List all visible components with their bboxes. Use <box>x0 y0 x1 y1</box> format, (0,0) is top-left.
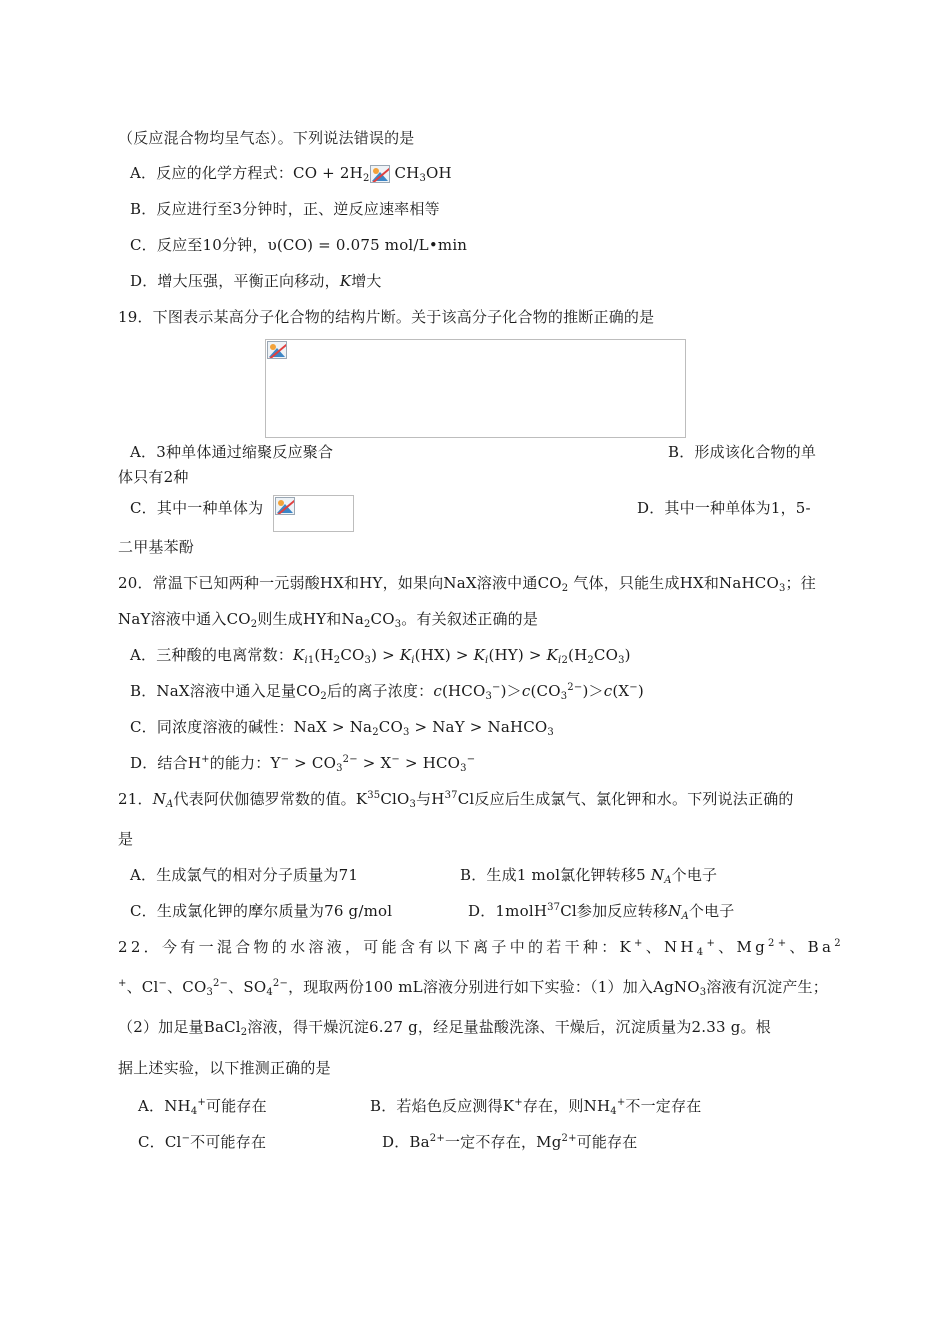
q22-stem-line2: +、Cl−、$CO_3^{2-}$、$SO_4^{2-}$，现取两份100 mL溶液分别进行如下实验：（1）加入AgNO$_3$溶液有沉淀产生； <box>118 978 828 998</box>
q22-stem-line3: （2）加足量BaCl$_2$溶液，得干燥沉淀6.27 g，经足量盐酸洗涤、干燥后，沉淀质量为2.33 g。根 <box>118 1018 771 1038</box>
q18-option-b: B．反应进行至3分钟时，正、逆反应速率相等 <box>130 200 440 218</box>
q21-option-b: B．生成1 mol氯化钾转移5 $N_A$个电子 <box>460 866 718 886</box>
q20-stem-line1: 20．常温下已知两种一元弱酸HX和HY，如果向NaX溶液中通$CO_2$ 气体，只能生成HX和NaHCO$_3$；往 <box>118 574 816 594</box>
q18-stem-tail: （反应混合物均呈气态）。下列说法错误的是 <box>118 129 415 147</box>
q21-option-a: A．生成氯气的相对分子质量为71 <box>130 866 359 884</box>
q19-option-c: C．其中一种单体为 <box>130 499 264 517</box>
q22-option-b: B．若焰色反应测得K+存在，则$NH_4^+$不一定存在 <box>370 1097 702 1117</box>
monomer-structure-figure <box>273 495 354 532</box>
q18-option-c: C．反应至10分钟，υ(CO) = 0.075 mol/L•min <box>130 236 468 254</box>
q21-option-d: D．1molH$^{37}$Cl参加反应转移$N_A$个电子 <box>468 902 735 922</box>
q20-stem-line2: NaY溶液中通入$CO_2$则生成HY和$Na_2CO_3$。有关叙述正确的是 <box>118 610 539 630</box>
q19-option-b: B．形成该化合物的单 <box>668 443 817 461</box>
q22-option-a: A．$NH_4^+$可能存在 <box>138 1097 267 1117</box>
q21-stem-line2: 是 <box>118 830 134 848</box>
q18-option-a: A．反应的化学方程式：CO + $2H_2$ $CH_3OH$ <box>130 164 452 184</box>
q20-option-c: C．同浓度溶液的碱性：NaX > $Na_2CO_3$ > NaY > NaHCO$_3$ <box>130 718 554 738</box>
q19-stem: 19．下图表示某高分子化合物的结构片断。关于该高分子化合物的推断正确的是 <box>118 308 655 326</box>
q19-option-d-continued: 二甲基苯酚 <box>118 538 195 556</box>
broken-image-icon <box>275 497 295 515</box>
q19-option-a: A．3种单体通过缩聚反应聚合 <box>130 443 334 461</box>
q21-stem-line1: 21．$N_A$代表阿伏伽德罗常数的值。$K^{35}ClO_3$与$H^{37}Cl$反应后生成氯气、氯化钾和水。下列说法正确的 <box>118 790 794 810</box>
polymer-structure-figure <box>265 339 686 438</box>
broken-image-icon <box>267 341 287 359</box>
q20-option-a: A．三种酸的电离常数：$K_{i1}(H_2CO_3) > K_i(HX) > K_i(HY) > K_{i2}(H_2CO_3)$ <box>130 646 631 666</box>
q20-option-d: D．结合H+的能力：$Y^- > CO_3^{2-} > X^- > HCO_3^-$ <box>130 754 476 774</box>
q21-option-c: C．生成氯化钾的摩尔质量为76 g/mol <box>130 902 393 920</box>
q19-option-b-continued: 体只有2种 <box>118 468 189 486</box>
q22-option-c: C．Cl−不可能存在 <box>138 1133 267 1151</box>
reversible-arrow-image-icon <box>370 165 390 183</box>
q22-stem-line4: 据上述实验，以下推测正确的是 <box>118 1059 331 1077</box>
q20-option-b: B．NaX溶液中通入足量$CO_2$后的离子浓度：$c(HCO_3^-)>c(CO_3^{2-})>c(X^-)$ <box>130 682 644 702</box>
q22-stem-line1: 22．今有一混合物的水溶液，可能含有以下离子中的若干种：K+、$NH_4^+$、$Mg^{2+}$、Ba$^2$ <box>118 938 844 958</box>
q22-option-d: D．$Ba^{2+}$一定不存在，$Mg^{2+}$可能存在 <box>382 1133 638 1151</box>
q18-option-d: D．增大压强，平衡正向移动，K增大 <box>130 272 382 290</box>
q19-option-d: D．其中一种单体为1，5- <box>637 499 811 517</box>
